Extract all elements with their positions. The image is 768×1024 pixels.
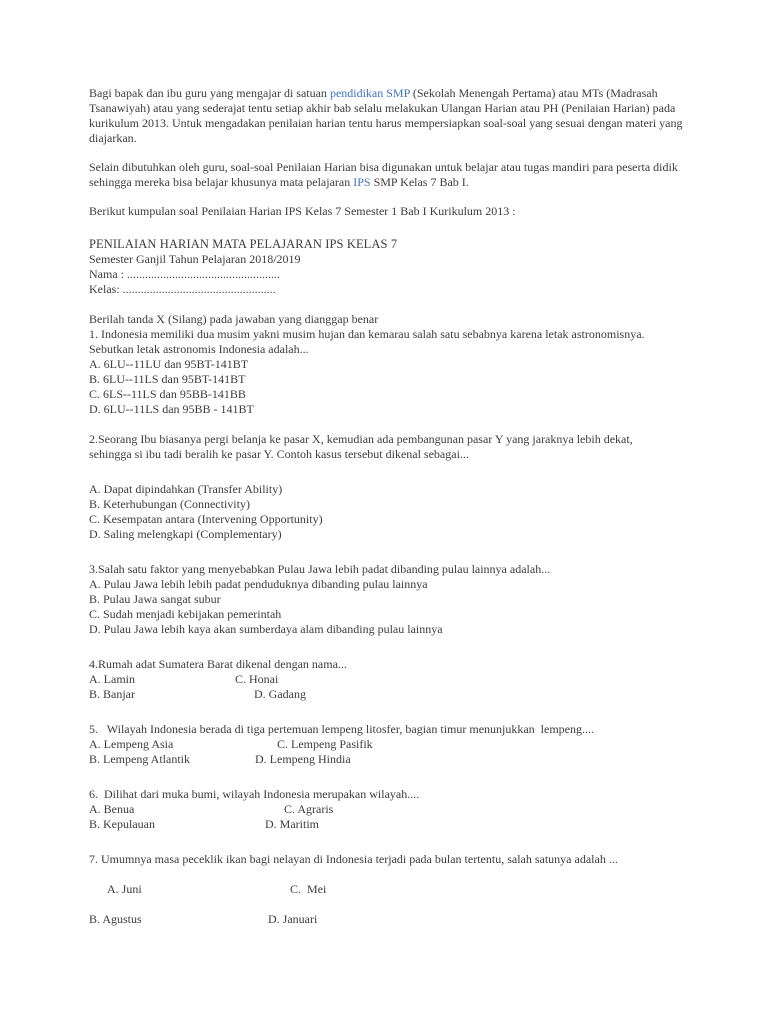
q1-text-line-1: 1. Indonesia memiliki dua musim yakni musim hujan dan kemarau salah satu sebabnya karena letak astronomisnya. [89,327,645,341]
q2-option-c: C. Kesempatan antara (Intervening Opportunity) [89,512,323,526]
q4-options-row-1 [89,672,689,687]
q6-option-c: C. Agraris [284,802,334,816]
q1-option-a: A. 6LU--11LU dan 95BT-141BT [89,357,249,371]
q4-option-b: B. Banjar [89,687,135,701]
document-body [89,86,689,927]
q5-option-d: D. Lempeng Hindia [255,752,351,766]
intro-paragraph-2 [89,160,685,190]
q6-option-d: D. Maritim [265,817,319,831]
link-ips[interactable]: IPS [353,175,371,189]
question-4 [89,657,689,702]
intro-p2-text-start: Selain dibutuhkan oleh guru, soal-soal Penilaian Harian bisa digunakan untuk belajar atau tugas mandiri para peserta didik sehingga mereka bisa belajar khusunya mata pelajaran [89,160,678,189]
q7-option-a: A. Juni [107,882,142,896]
question-1 [89,312,689,417]
q6-option-a: A. Benua [89,802,135,816]
q4-options-row-2 [89,687,689,702]
q6-options-row-1 [89,802,689,817]
q4-option-c: C. Honai [235,672,279,686]
exam-title: PENILAIAN HARIAN MATA PELAJARAN IPS KELAS 7 [89,237,398,251]
q2-text-line-1: 2.Seorang Ibu biasanya pergi belanja ke pasar X, kemudian ada pembangunan pasar Y yang jaraknya lebih dekat, [89,432,633,446]
link-pendidikan-smp[interactable]: pendidikan SMP [329,86,410,100]
q3-option-d: D. Pulau Jawa lebih kaya akan sumberdaya alam dibanding pulau lainnya [89,622,443,636]
question-3 [89,562,689,637]
q1-text-line-2: Sebutkan letak astronomis Indonesia adalah... [89,342,309,356]
q7-option-d: D. Januari [268,912,318,926]
question-2 [89,432,689,542]
intro-paragraph-1 [89,86,687,146]
q3-option-b: B. Pulau Jawa sangat subur [89,592,221,606]
intro-paragraph-3: Berikut kumpulan soal Penilaian Harian IPS Kelas 7 Semester 1 Bab I Kurikulum 2013 : [89,204,516,218]
q2-options [89,482,689,542]
q6-option-b: B. Kepulauan [89,817,155,831]
exam-semester: Semester Ganjil Tahun Pelajaran 2018/2019 [89,252,301,266]
q5-options-row-1 [89,737,689,752]
q4-option-a: A. Lamin [89,672,135,686]
q2-option-b: B. Keterhubungan (Connectivity) [89,497,250,511]
q7-options-row-2 [89,912,689,927]
question-6 [89,787,689,832]
q7-option-c: C. Mei [290,882,327,896]
intro-p1-text-start: Bagi bapak dan ibu guru yang mengajar di satuan [89,86,330,100]
q2-option-a: A. Dapat dipindahkan (Transfer Ability) [89,482,283,496]
intro-p2-text-end: SMP Kelas 7 Bab I. [370,175,469,189]
q5-options-row-2 [89,752,689,767]
q5-option-b: B. Lempeng Atlantik [89,752,190,766]
q2-text-line-2: sehingga si ibu tadi beralih ke pasar Y. Contoh kasus tersebut dikenal sebagai... [89,447,469,461]
question-7 [89,852,689,927]
q5-option-a: A. Lempeng Asia [89,737,174,751]
q3-option-c: C. Sudah menjadi kebijakan pemerintah [89,607,282,621]
q3-text: 3.Salah satu faktor yang menyebabkan Pulau Jawa lebih padat dibanding pulau lainnya adalah... [89,562,551,576]
q6-options-row-2 [89,817,689,832]
q7-option-b: B. Agustus [89,912,142,926]
q4-option-d: D. Gadang [254,687,306,701]
instructions: Berilah tanda X (Silang) pada jawaban yang dianggap benar [89,312,379,326]
q5-text: 5. Wilayah Indonesia berada di tiga pertemuan lempeng litosfer, bagian timur menunjukkan lempeng.... [89,722,595,736]
intro-p1-text-end: (Sekolah Menengah Pertama) atau MTs (Madrasah Tsanawiyah) atau yang sederajat tentu setiap akhir bab selalu melakukan Ulangan Harian atau PH (Penilaian Harian) pada kurikulum 2013. Untuk mengadakan penilaian harian tentu harus mempersiapkan soal-soal yang sesuai dengan materi yang diajarkan. [89,86,683,145]
q4-text: 4.Rumah adat Sumatera Barat dikenal dengan nama... [89,657,347,671]
q2-option-d: D. Saling melengkapi (Complementary) [89,527,282,541]
exam-header [89,237,689,297]
exam-nama-field: Nama : ................................................... [89,267,280,281]
q6-text: 6. Dilihat dari muka bumi, wilayah Indonesia merupakan wilayah.... [89,787,420,801]
exam-kelas-field: Kelas: ................................................... [89,282,276,296]
question-5 [89,722,689,767]
q1-option-d: D. 6LU--11LS dan 95BB - 141BT [89,402,254,416]
q5-option-c: C. Lempeng Pasifik [277,737,373,751]
q3-option-a: A. Pulau Jawa lebih lebih padat penduduknya dibanding pulau lainnya [89,577,428,591]
q7-options-row-1 [89,867,689,912]
q1-option-c: C. 6LS--11LS dan 95BB-141BB [89,387,246,401]
q1-option-b: B. 6LU--11LS dan 95BT-141BT [89,372,246,386]
q7-text: 7. Umumnya masa peceklik ikan bagi nelayan di Indonesia terjadi pada bulan tertentu, salah satunya adalah ... [89,852,618,866]
